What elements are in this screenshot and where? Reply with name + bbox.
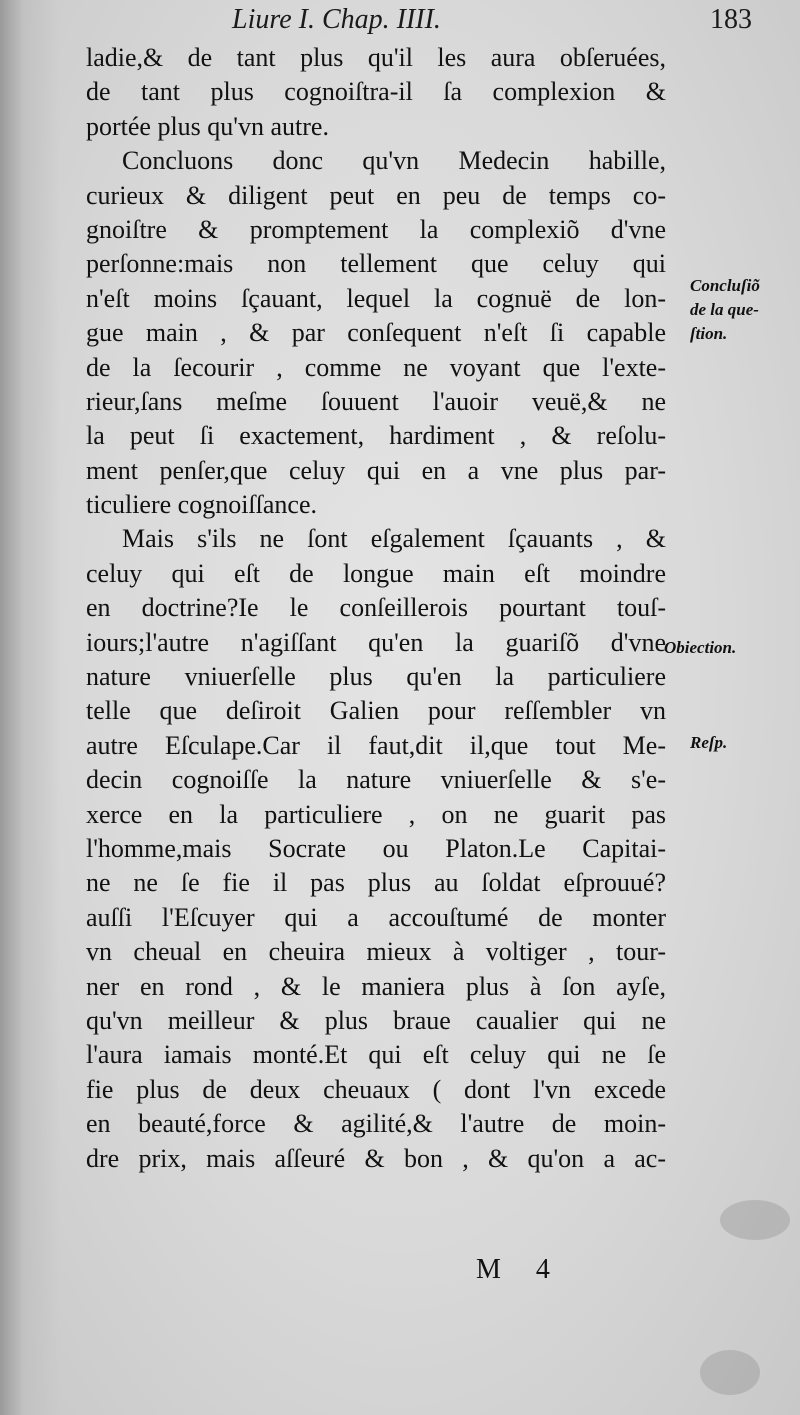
- paper-stain: [700, 1350, 760, 1395]
- text-line: l'homme,mais Socrate ou Platon.Le Capitai-: [86, 833, 666, 863]
- paper-stain: [720, 1200, 790, 1240]
- text-line: gnoiſtre & promptement la complexiõ d'vne: [86, 214, 666, 244]
- text-line: vn cheual en cheuira mieux à voltiger , tour-: [86, 937, 666, 967]
- text-line: Concluons donc qu'vn Medecin habille,: [122, 146, 666, 176]
- text-line: ticuliere cognoiſſance.: [86, 490, 318, 520]
- text-line: en doctrine?Ie le conſeillerois pourtant touſ-: [86, 593, 666, 623]
- text-line: xerce en la particuliere , on ne guarit pas: [86, 799, 666, 829]
- margin-note-line: de la que-: [690, 300, 759, 319]
- text-line: celuy qui eſt de longue main eſt moindre: [86, 558, 666, 588]
- text-line: Mais s'ils ne ſont eſgalement ſçauants , &: [122, 524, 666, 554]
- margin-note-objection: Obiection.: [664, 638, 737, 657]
- text-line: n'eſt moins ſçauant, lequel la cognuë de lon-: [86, 283, 666, 313]
- body-text: [86, 41, 666, 1176]
- text-line: curieux & diligent peut en peu de temps co-: [86, 180, 666, 210]
- text-line: en beauté,force & agilité,& l'autre de moin-: [86, 1109, 666, 1139]
- text-line: auſſi l'Eſcuyer qui a accouſtumé de monter: [86, 902, 666, 932]
- page-number: 183: [710, 4, 752, 35]
- text-line: l'aura iamais monté.Et qui eſt celuy qui ne ſe: [86, 1040, 666, 1070]
- text-line: autre Eſculape.Car il faut,dit il,que tout Me-: [86, 730, 666, 760]
- text-line: rieur,ſans meſme ſouuent l'auoir veuë,& ne: [86, 386, 666, 416]
- text-line: ment penſer,que celuy qui en a vne plus par-: [86, 455, 666, 485]
- gutter-shadow: [0, 0, 60, 1415]
- text-line: portée plus qu'vn autre.: [86, 111, 329, 141]
- text-line: qu'vn meilleur & plus braue caualier qui ne: [86, 1005, 666, 1035]
- text-line: nature vniuerſelle plus qu'en la particuliere: [86, 662, 666, 692]
- margin-note-line: Concluſiõ: [690, 276, 760, 295]
- text-line: gue main , & par conſequent n'eſt ſi capable: [86, 318, 666, 348]
- text-line: decin cognoiſſe la nature vniuerſelle & s'e-: [86, 765, 666, 795]
- text-line: ne ne ſe fie il pas plus au ſoldat eſprouué?: [86, 868, 666, 898]
- signature-mark: M 4: [476, 1254, 564, 1285]
- text-line: la peut ſi exactement, hardiment , & reſolu-: [86, 421, 666, 451]
- text-line: dre prix, mais aſſeuré & bon , & qu'on a ac-: [86, 1143, 666, 1173]
- text-line: ner en rond , & le maniera plus à ſon ayſe,: [86, 971, 666, 1001]
- text-line: telle que deſiroit Galien pour reſſembler vn: [86, 696, 666, 726]
- text-line: de tant plus cognoiſtra-il ſa complexion &: [86, 77, 666, 107]
- text-line: de la ſecourir , comme ne voyant que l'exte-: [86, 352, 666, 382]
- margin-note-conclusion: [690, 276, 760, 344]
- margin-note-line: ſtion.: [690, 324, 728, 343]
- text-line: fie plus de deux cheuaux ( dont l'vn excede: [86, 1074, 666, 1104]
- margin-note-response: Reſp.: [690, 733, 728, 752]
- text-line: ladie,& de tant plus qu'il les aura obſeruées,: [86, 43, 666, 72]
- text-line: iours;l'autre n'agiſſant qu'en la guariſõ d'vne: [86, 627, 666, 657]
- running-head: Liure I. Chap. IIII.: [232, 4, 441, 35]
- text-line: perſonne:mais non tellement que celuy qui: [86, 249, 666, 279]
